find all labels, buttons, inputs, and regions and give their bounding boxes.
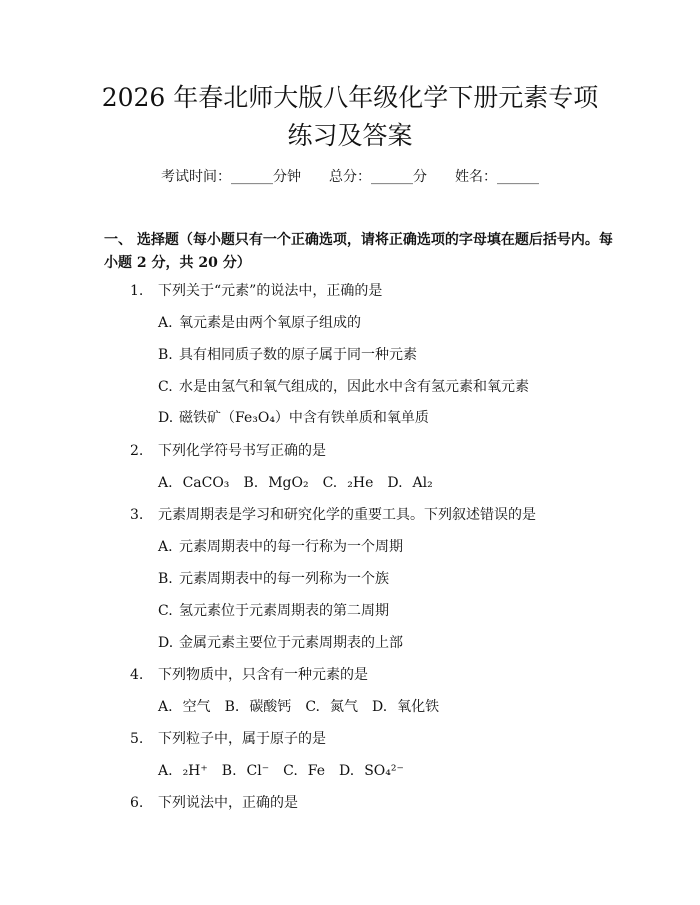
question-number: 5. [130,731,144,747]
question-1-option-b [158,345,417,365]
question-1-option-d [158,408,429,428]
question-6 [130,793,298,813]
question-2-options [158,473,447,493]
option-b-text: MgO₂ [268,475,309,491]
question-text: 下列关于“元素”的说法中，正确的是 [158,283,383,299]
question-1-option-a [158,313,361,333]
total-score-field: 总分：______分 [329,169,427,185]
question-3 [130,505,536,525]
option-text: 元素周期表中的每一列称为一个族 [179,571,389,587]
option-letter: C. [158,379,173,395]
option-letter: B. [158,571,173,587]
option-d-text: 氧化铁 [397,699,440,715]
option-text: 金属元素主要位于元素周期表的上部 [179,635,403,651]
option-letter: A. [158,315,173,331]
option-letter: A. [158,539,173,555]
option-b-text: 碳酸钙 [249,699,292,715]
option-a-text: ₂H⁺ [182,763,208,779]
option-c-text: 氮气 [329,699,358,715]
option-letter-c: C. [322,475,338,491]
question-number: 1. [130,283,144,299]
document-title-line1: 2026 年春北师大版八年级化学下册元素专项 [101,83,599,112]
question-5 [130,729,326,749]
option-a-text: 空气 [182,699,211,715]
question-number: 3. [130,507,144,523]
question-1 [130,281,382,301]
question-5-options [158,761,418,781]
option-letter: B. [158,347,173,363]
option-c-text: ₂He [347,475,374,491]
question-3-option-d [158,633,403,653]
option-letter-a: A. [158,763,173,779]
question-number: 2. [130,443,144,459]
question-text: 元素周期表是学习和研究化学的重要工具。下列叙述错误的是 [158,507,536,523]
exam-info-line [0,167,700,187]
section-heading: 一、 选择题（每小题只有一个正确选项，请将正确选项的字母填在题后括号内。每小题 2 分，共 20 分） [104,232,613,271]
option-letter-d: D. [371,699,388,715]
option-letter-b: B. [224,699,240,715]
question-4-options [158,697,453,717]
option-letter: C. [158,603,173,619]
question-number: 4. [130,667,144,683]
option-letter-b: B. [243,475,259,491]
question-text: 下列说法中，正确的是 [158,795,298,811]
document-title-line2: 练习及答案 [287,121,413,150]
question-text: 下列物质中，只含有一种元素的是 [158,667,368,683]
option-letter: D. [158,635,174,651]
option-text: 氧元素是由两个氧原子组成的 [179,315,361,331]
option-text: 元素周期表中的每一行称为一个周期 [179,539,403,555]
option-letter-d: D. [339,763,355,779]
option-letter-d: D. [387,475,403,491]
question-text: 下列化学符号书写正确的是 [158,443,326,459]
option-text: 水是由氢气和氧气组成的，因此水中含有氢元素和氧元素 [179,379,529,395]
exam-time-field: 考试时间：______分钟 [161,169,301,185]
student-name-field: 姓名：______ [455,169,539,185]
question-1-option-c [158,377,529,397]
option-letter-a: A. [158,475,173,491]
question-number: 6. [130,795,144,811]
option-a-text: CaCO₃ [182,475,230,491]
question-text: 下列粒子中，属于原子的是 [158,731,326,747]
option-letter-a: A. [158,699,173,715]
question-3-option-c [158,601,389,621]
question-2 [130,441,326,461]
question-4 [130,665,368,685]
option-text: 磁铁矿（Fe₃O₄）中含有铁单质和氧单质 [179,410,429,426]
question-3-option-b [158,569,389,589]
option-letter: D. [158,410,174,426]
option-d-text: Al₂ [412,475,433,491]
option-text: 氢元素位于元素周期表的第二周期 [179,603,389,619]
question-3-option-a [158,537,403,557]
option-c-text: Fe [307,763,326,779]
option-text: 具有相同质子数的原子属于同一种元素 [179,347,417,363]
option-letter-b: B. [221,763,237,779]
option-letter-c: C. [305,699,320,715]
option-d-text: SO₄²⁻ [364,763,404,779]
option-letter-c: C. [283,763,298,779]
option-b-text: Cl⁻ [246,763,270,779]
